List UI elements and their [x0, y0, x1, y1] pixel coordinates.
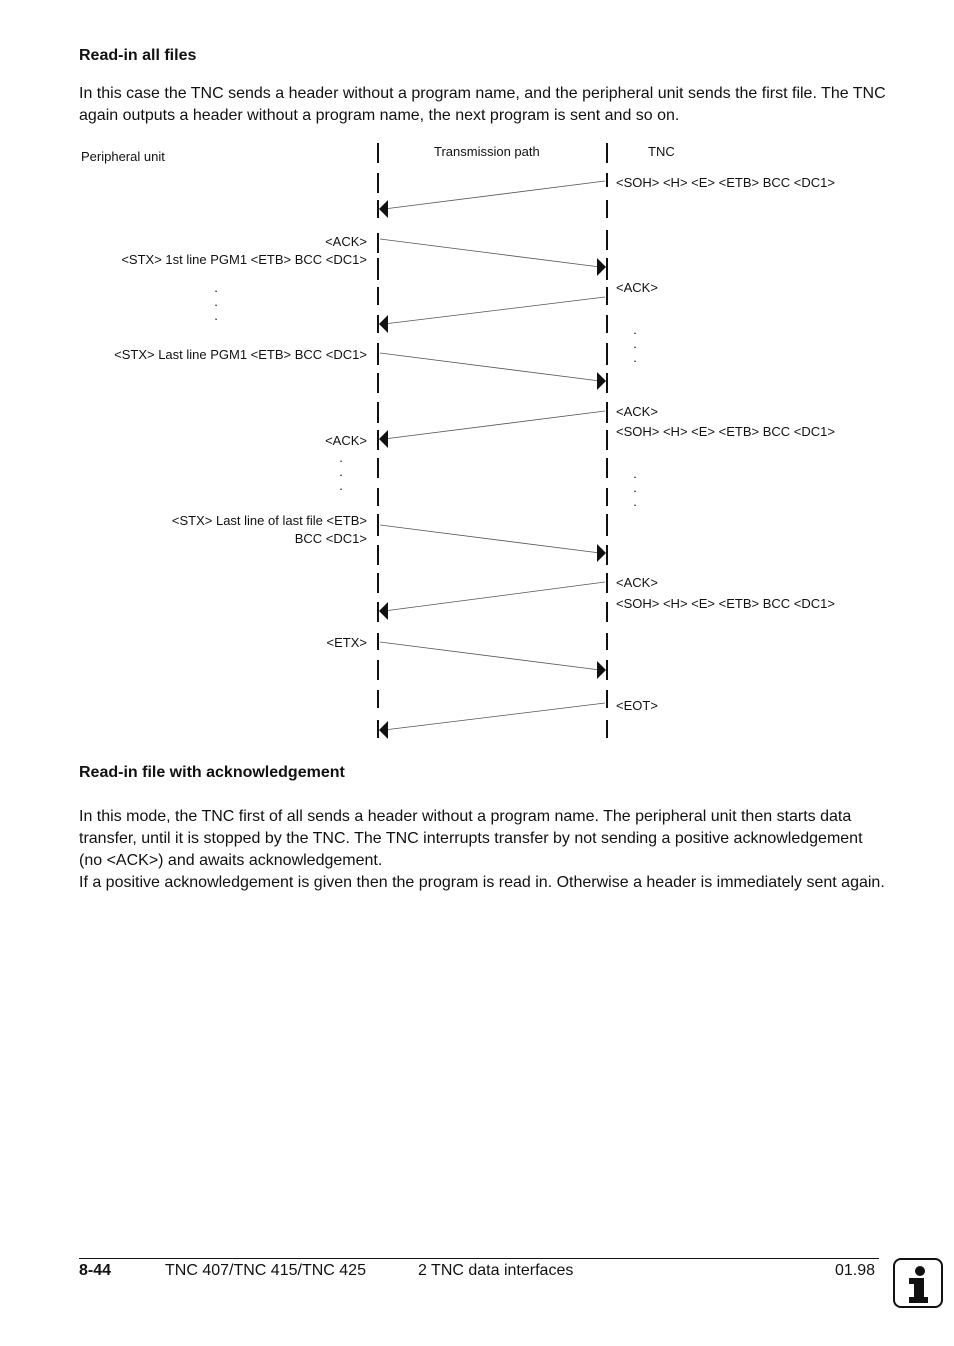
footer-rule	[79, 1258, 879, 1259]
column-label-tnc: TNC	[648, 144, 675, 159]
peripheral-label-stx-last-line: <STX> Last line PGM1 <ETB> BCC <DC1>	[114, 347, 367, 362]
tnc-label-eot: <EOT>	[616, 698, 658, 713]
ellipsis-dot: .	[214, 280, 218, 295]
section-heading-read-in-with-ack: Read-in file with acknowledgement	[79, 764, 345, 781]
column-label-transmission-path: Transmission path	[434, 144, 540, 159]
tnc-label-ack-2: <ACK>	[616, 404, 658, 419]
tnc-label-soh-header-2: <SOH> <H> <E> <ETB> BCC <DC1>	[616, 424, 835, 439]
ellipsis-dot: .	[633, 336, 637, 351]
paragraph-text: In this mode, the TNC first of all sends a header without a program name. The peripheral unit then starts data transfer, until it is stopped by the TNC. The TNC interrupts transfer by not sending a positive acknowledgement (no <ACK>) and awaits acknowledgement.	[79, 808, 863, 869]
peripheral-label-ack-2: <ACK>	[325, 433, 367, 448]
ellipsis-dot: .	[339, 464, 343, 479]
ellipsis-dot: .	[633, 466, 637, 481]
section-heading-read-in-all-files: Read-in all files	[79, 47, 197, 64]
section-paragraph-read-in-with-ack	[79, 806, 889, 894]
ellipsis-dot: .	[633, 494, 637, 509]
message-arrows	[380, 181, 605, 730]
arrowheads	[379, 200, 606, 739]
ellipsis-dot: .	[339, 450, 343, 465]
ellipsis-dot: .	[214, 294, 218, 309]
ellipsis-dot: .	[633, 322, 637, 337]
info-icon-glyph	[895, 1260, 941, 1306]
footer-model: TNC 407/TNC 415/TNC 425	[165, 1262, 366, 1279]
ellipsis-dot: .	[214, 308, 218, 323]
peripheral-label-stx-last-file-2: BCC <DC1>	[294, 531, 367, 546]
tnc-label-soh-header: <SOH> <H> <E> <ETB> BCC <DC1>	[616, 175, 835, 190]
tnc-label-soh-header-3: <SOH> <H> <E> <ETB> BCC <DC1>	[616, 596, 835, 611]
footer-page-number: 8-44	[79, 1262, 112, 1279]
section-paragraph-read-in-all-files	[79, 83, 889, 127]
ellipsis-dot: .	[339, 478, 343, 493]
info-icon	[893, 1258, 943, 1308]
tnc-label-ack: <ACK>	[616, 280, 658, 295]
ellipsis-dot: .	[633, 350, 637, 365]
peripheral-label-stx-first-line: <STX> 1st line PGM1 <ETB> BCC <DC1>	[121, 252, 367, 267]
footer-date: 01.98	[835, 1262, 876, 1279]
peripheral-label-etx: <ETX>	[326, 635, 367, 650]
paragraph-text: In this case the TNC sends a header without a program name, and the peripheral unit sends the first file. The TNC again outputs a header without a program name, the next program is sent and so on.	[79, 85, 886, 124]
peripheral-label-ack: <ACK>	[325, 234, 367, 249]
paragraph-text: If a positive acknowledgement is given then the program is read in. Otherwise a header is immediately sent again.	[79, 874, 885, 891]
tnc-label-ack-3: <ACK>	[616, 575, 658, 590]
column-label-peripheral-unit: Peripheral unit	[81, 149, 165, 164]
footer-chapter: 2 TNC data interfaces	[418, 1262, 574, 1279]
peripheral-label-stx-last-file-1: <STX> Last line of last file <ETB>	[171, 513, 367, 528]
diagram-lines	[0, 140, 954, 750]
ellipsis-dot: .	[633, 480, 637, 495]
transmission-sequence-diagram	[0, 140, 954, 750]
